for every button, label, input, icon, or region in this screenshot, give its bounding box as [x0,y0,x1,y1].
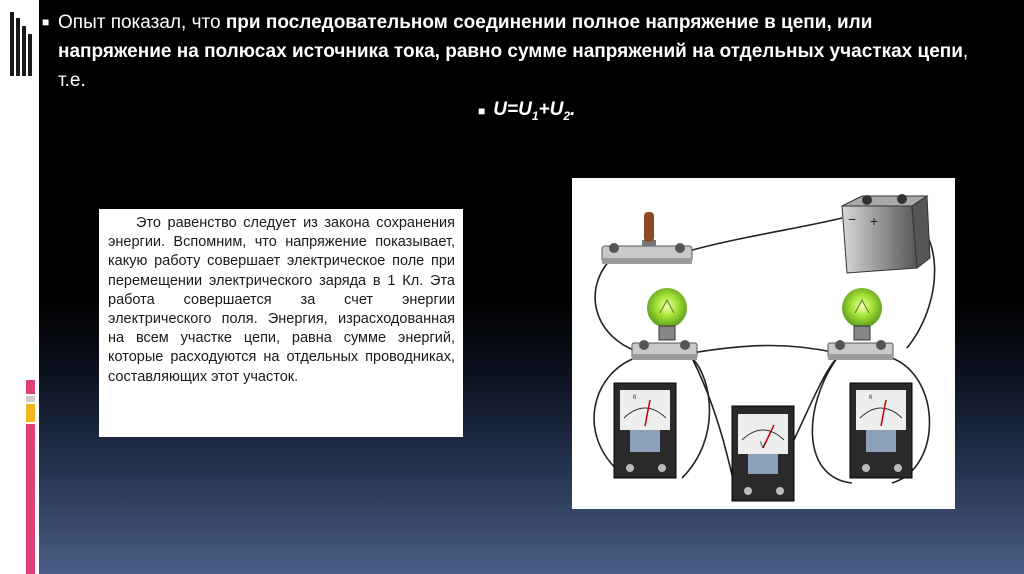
knife-switch [602,212,692,264]
bullet-prefix: Опыт показал, что [58,12,226,33]
textbook-text: Это равенство следует из закона сохранения энергии. Вспомним, что напряжение показывает, какую работу совершает электрическое поле при перемещении электрического заряда в 1 Кл. Эта работа совершается за счет энергии электрического поля. Энергия, израсходованная на всем участке цепи, равна сумме энергий, которые расходуются на отдельных проводниках, составляющих этот участок. [108,215,455,385]
bullet-marker-icon: ■ [42,15,50,29]
accent-yellow [26,404,35,422]
voltmeter-left [614,383,676,478]
voltmeter-right [850,383,912,478]
accent-pink-long [26,424,35,574]
svg-text:6: 6 [633,395,637,401]
svg-text:6: 6 [869,395,873,401]
battery [842,194,930,273]
accent-grey [26,396,35,402]
voltmeter-center [732,406,794,501]
battery-plus: + [870,213,879,229]
bullet-paragraph [42,8,988,95]
slide-logo-icon [8,8,34,82]
bullet-bold-text: при последовательном соединении полное напряжение в цепи, или напряжение на полюсах источника тока, равно сумме напряжений на отдельных участках цепи [58,12,963,62]
circuit-illustration [572,178,955,509]
formula: ■ $U=U_1+U_2$. [478,99,576,123]
formula-bullet-icon: ■ [478,104,486,118]
lamp-right [828,288,893,360]
bullet-suffix: , т.е. [58,41,969,91]
battery-minus: − [848,211,857,227]
voltmeter-label: V [760,440,767,450]
textbook-excerpt [99,209,463,437]
lamp-left [632,288,697,360]
accent-pink [26,380,35,394]
